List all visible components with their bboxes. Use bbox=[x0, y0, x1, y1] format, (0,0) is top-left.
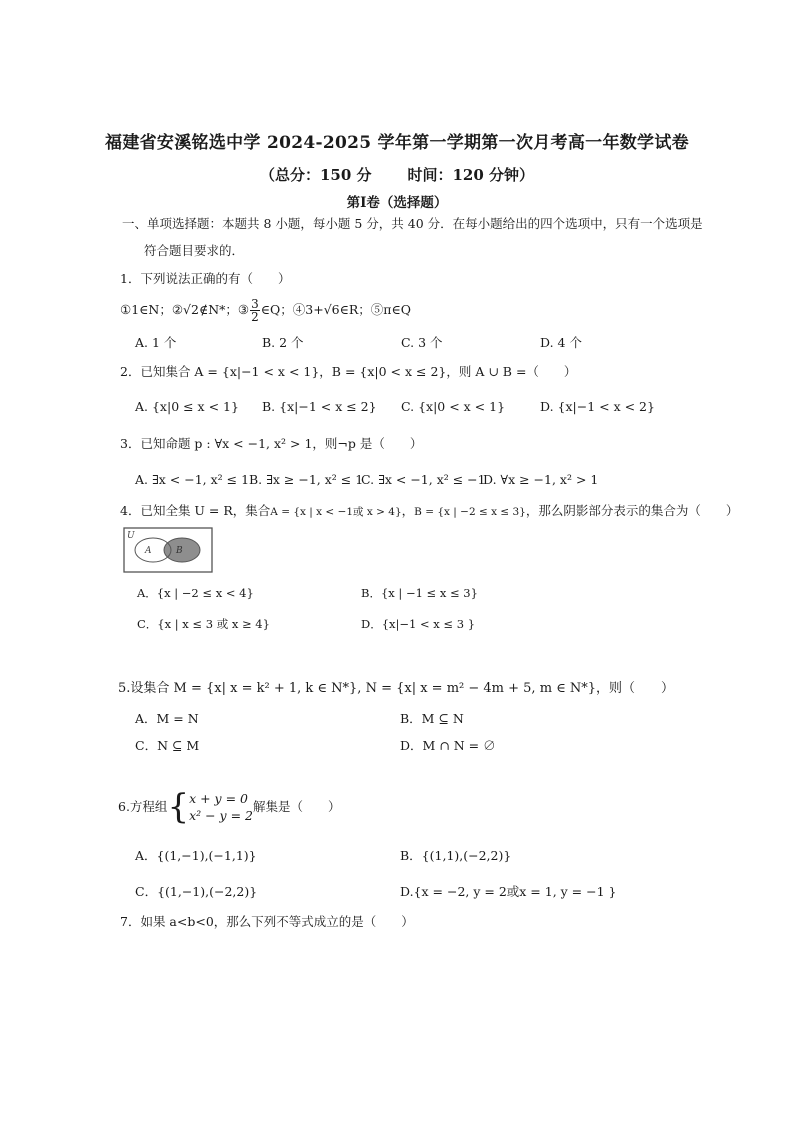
q6-eq1: x + y = 0 bbox=[189, 791, 248, 806]
q1-statements bbox=[120, 298, 411, 323]
q6-option-a: A．{(1,−1),(−1,1)} bbox=[135, 848, 257, 863]
q1-statements-part2: ∈Q；④3+√6∈R；⑤π∈Q bbox=[260, 302, 411, 317]
q2-stem: 2．已知集合 A = {x|−1 < x < 1}，B = {x|0 < x ≤ 2}，则 A ∪ B =（ ） bbox=[120, 364, 577, 379]
q1-option-d: D. 4 个 bbox=[540, 335, 582, 350]
q4-stem-sep: ， bbox=[401, 503, 415, 518]
q5-stem: 5.设集合 M = {x| x = k² + 1, k ∈ N*}, N = {x| x = m² − 4m + 5, m ∈ N*}，则（ ） bbox=[118, 681, 675, 696]
q5-option-c: C．N ⊆ M bbox=[135, 738, 200, 753]
q6-brace-icon: { bbox=[167, 787, 190, 827]
q4-option-b: B．{x | −1 ≤ x ≤ 3} bbox=[361, 586, 478, 600]
q6-stem bbox=[118, 787, 341, 827]
q1-option-a: A. 1 个 bbox=[135, 335, 177, 350]
q2-option-a: A. {x|0 ≤ x < 1} bbox=[135, 399, 239, 414]
q6-option-c: C．{(1,−1),(−2,2)} bbox=[135, 884, 258, 899]
q1-frac-den: 2 bbox=[251, 310, 259, 324]
q1-fraction bbox=[250, 298, 260, 323]
q4-set-b: B = {x | −2 ≤ x ≤ 3} bbox=[414, 506, 526, 518]
q4-stem-part2: ，那么阴影部分表示的集合为（ ） bbox=[525, 503, 739, 518]
venn-label-u: U bbox=[127, 531, 135, 541]
q4-option-d: D．{x|−1 < x ≤ 3 } bbox=[361, 617, 476, 631]
q3-option-b: B. ∃x ≥ −1, x² ≤ 1 bbox=[249, 472, 364, 487]
q3-option-a: A. ∃x < −1, x² ≤ 1 bbox=[135, 472, 250, 487]
q3-stem: 3．已知命题 p : ∀x < −1, x² > 1，则¬p 是（ ） bbox=[120, 436, 423, 451]
q6-eq2: x² − y = 2 bbox=[189, 808, 253, 823]
q5-option-d: D．M ∩ N = ∅ bbox=[400, 738, 496, 753]
venn-label-b: B bbox=[176, 546, 183, 556]
q2-option-c: C. {x|0 < x < 1} bbox=[401, 399, 506, 414]
q4-option-c: C．{x | x ≤ 3 或 x ≥ 4} bbox=[137, 617, 270, 631]
q2-option-b: B. {x|−1 < x ≤ 2} bbox=[262, 399, 377, 414]
exam-title: 福建省安溪铭选中学 2024-2025 学年第一学期第一次月考高一年数学试卷 bbox=[105, 133, 689, 153]
volume-heading: 第Ⅰ卷（选择题） bbox=[346, 195, 448, 211]
venn-diagram bbox=[123, 527, 213, 573]
q7-stem: 7．如果 a<b<0，那么下列不等式成立的是（ ） bbox=[120, 914, 414, 929]
q1-stem: 1．下列说法正确的有（ ） bbox=[120, 271, 291, 286]
exam-time: 时间：120 分钟） bbox=[407, 166, 535, 184]
q4-stem bbox=[120, 503, 738, 520]
q1-option-b: B. 2 个 bbox=[262, 335, 304, 350]
q4-set-a: A = {x | x < −1或 x > 4} bbox=[270, 506, 402, 518]
q3-option-d: D. ∀x ≥ −1, x² > 1 bbox=[483, 472, 599, 487]
q5-option-a: A．M = N bbox=[135, 711, 199, 726]
exam-info bbox=[0, 164, 794, 185]
q6-prefix: 6.方程组 bbox=[118, 799, 168, 814]
q3-option-c: C. ∃x < −1, x² ≤ −1 bbox=[361, 472, 486, 487]
q5-option-b: B．M ⊆ N bbox=[400, 711, 464, 726]
q1-statements-part1: ①1∈N；②√2∉N*；③ bbox=[120, 302, 250, 317]
q1-frac-num: 3 bbox=[251, 297, 259, 311]
venn-label-a: A bbox=[145, 546, 152, 556]
q2-option-d: D. {x|−1 < x < 2} bbox=[540, 399, 655, 414]
section-instruction-line2: 符合题目要求的． bbox=[144, 243, 245, 258]
q6-equation-system bbox=[167, 787, 253, 827]
q6-option-b: B．{(1,1),(−2,2)} bbox=[400, 848, 512, 863]
q6-option-d: D.{x = −2, y = 2或x = 1, y = −1 } bbox=[400, 884, 617, 899]
q6-suffix: 解集是（ ） bbox=[253, 799, 341, 814]
section-instruction-line1: 一、单项选择题：本题共 8 小题，每小题 5 分，共 40 分．在每小题给出的四个选项中，只有一个选项是 bbox=[122, 216, 703, 231]
q1-option-c: C. 3 个 bbox=[401, 335, 443, 350]
q4-option-a: A．{x | −2 ≤ x < 4} bbox=[137, 586, 254, 600]
q4-stem-part1: 4．已知全集 U = R，集合 bbox=[120, 503, 271, 518]
total-score: （总分：150 分 bbox=[259, 166, 372, 184]
